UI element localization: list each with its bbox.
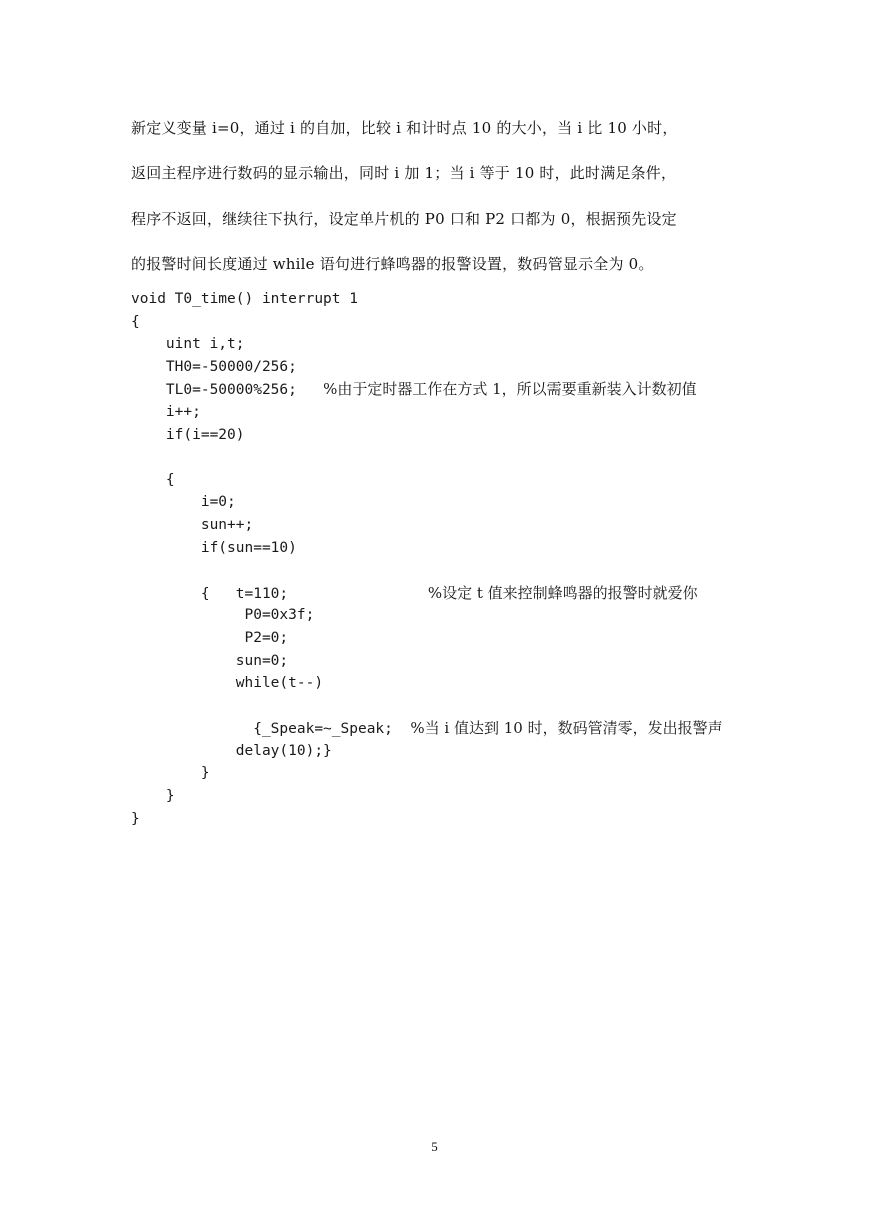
code-line	[131, 582, 751, 605]
code-line	[131, 311, 751, 334]
code-text: i++;	[131, 403, 201, 420]
code-line	[131, 288, 751, 311]
code-text: TH0=-50000/256;	[131, 358, 297, 375]
code-text: }	[131, 765, 210, 782]
code-text: sun++;	[131, 516, 254, 533]
code-text: if(i==20)	[131, 426, 245, 443]
code-line	[131, 537, 751, 560]
code-line	[131, 378, 751, 401]
paragraph-line: 程序不返回，继续往下执行，设定单片机的 P0 口和 P2 口都为 0，根据预先设定	[131, 210, 677, 228]
code-line-blank	[131, 559, 751, 582]
code-line	[131, 672, 751, 695]
code-line	[131, 514, 751, 537]
code-text: {_Speak=~_Speak;	[131, 721, 411, 738]
code-line	[131, 808, 751, 831]
code-text: delay(10);}	[131, 742, 332, 759]
code-line	[131, 333, 751, 356]
code-text: {	[131, 471, 175, 488]
code-line	[131, 469, 751, 492]
code-text: if(sun==10)	[131, 539, 297, 556]
code-line	[131, 424, 751, 447]
code-line-blank	[131, 695, 751, 718]
code-line	[131, 740, 751, 763]
code-text: TL0=-50000%256;	[131, 382, 324, 399]
code-text: { t=110;	[131, 585, 428, 602]
code-text: uint i,t;	[131, 336, 245, 353]
code-text: void T0_time() interrupt 1	[131, 291, 358, 307]
code-line	[131, 650, 751, 673]
paragraph-line: 新定义变量 i=0，通过 i 的自加，比较 i 和计时点 10 的大小，当 i 比 10 小时，	[131, 119, 678, 137]
code-line	[131, 717, 751, 740]
code-line	[131, 356, 751, 379]
code-line	[131, 491, 751, 514]
paragraph-line: 的报警时间长度通过 while 语句进行蜂鸣器的报警设置，数码管显示全为 0。	[131, 255, 654, 273]
code-comment: %设定 t 值来控制蜂鸣器的报警时就爱你	[427, 583, 698, 602]
code-text: }	[131, 810, 140, 827]
code-text: while(t--)	[131, 675, 324, 692]
code-listing	[131, 288, 751, 830]
code-line-blank	[131, 446, 751, 469]
page-number: 5	[431, 1139, 438, 1154]
code-text: i=0;	[131, 494, 236, 511]
code-line	[131, 604, 751, 627]
code-line	[131, 401, 751, 424]
code-comment: %由于定时器工作在方式 1，所以需要重新装入计数初值	[323, 380, 697, 399]
code-line	[131, 762, 751, 785]
code-line	[131, 785, 751, 808]
code-text: }	[131, 788, 175, 805]
code-text: sun=0;	[131, 652, 289, 669]
code-comment: %当 i 值达到 10 时，数码管清零，发出报警声	[410, 719, 723, 738]
code-text: P0=0x3f;	[131, 607, 315, 624]
code-text: {	[131, 313, 140, 330]
paragraph-line: 返回主程序进行数码的显示输出，同时 i 加 1；当 i 等于 10 时，此时满足条件，	[131, 164, 677, 182]
code-line	[131, 627, 751, 650]
code-text: P2=0;	[131, 629, 289, 646]
